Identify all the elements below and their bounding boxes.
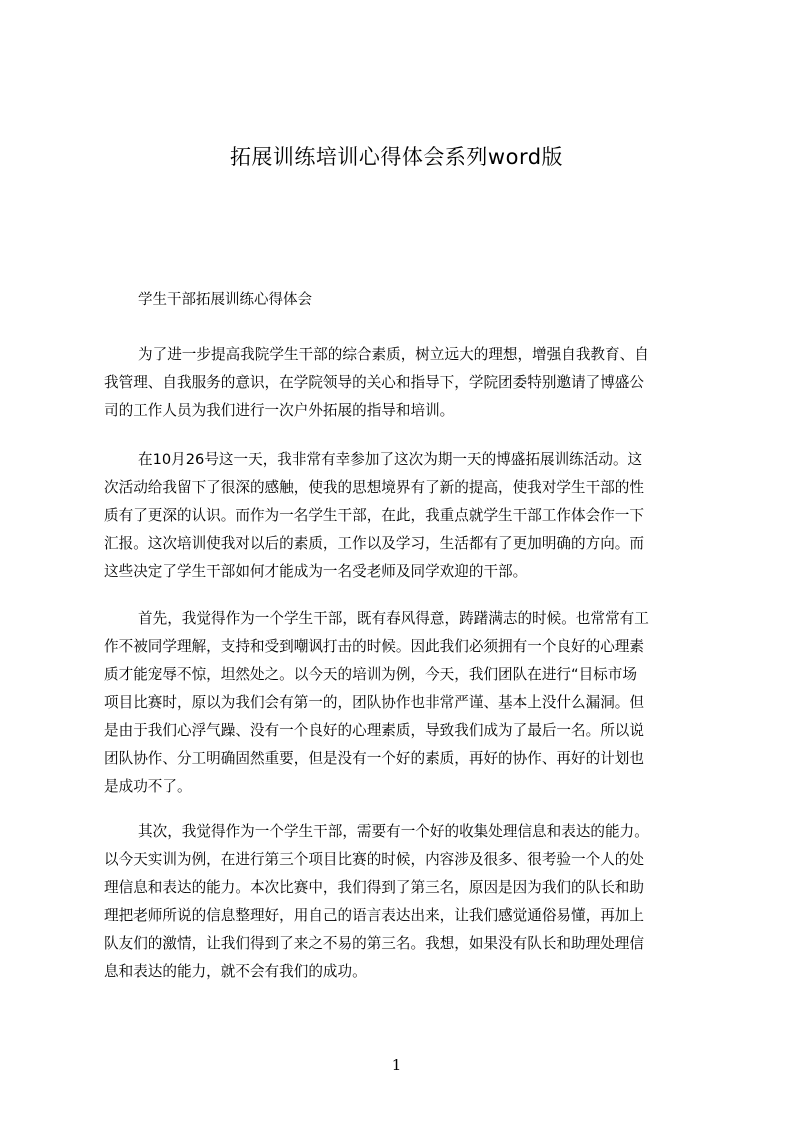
document-subtitle: 学生干部拓展训练心得体会 [138,292,312,308]
text-line: 理把老师所说的信息整理好，用自己的语言表达出来，让我们感觉通俗易懂，再加上 [104,907,644,924]
text-line: 质有了更深的认识。而作为一名学生干部，在此，我重点就学生干部工作体会作一下 [104,507,644,524]
page-number: 1 [391,1056,402,1074]
text-line: 以今天实训为例，在进行第三个项目比赛的时候，内容涉及很多、很考验一个人的处 [104,851,644,868]
document-title: 拓展训练培训心得体会系列word版 [229,145,564,169]
text-line: 这些决定了学生干部如何才能成为一名受老师及同学欢迎的干部。 [104,563,528,580]
text-line: 在10月26号这一天，我非常有幸参加了这次为期一天的博盛拓展训练活动。这 [138,451,643,468]
text-line: 是成功不了。 [104,778,192,795]
text-line: 是由于我们心浮气躁、没有一个良好的心理素质，导致我们成为了最后一名。所以说 [104,722,644,739]
text-line: 理信息和表达的能力。本次比赛中，我们得到了第三名，原因是因为我们的队长和助 [104,879,644,896]
text-line: 作不被同学理解，支持和受到嘲讽打击的时候。因此我们必须拥有一个良好的心理素 [104,638,644,655]
text-line: 项目比赛时，原以为我们会有第一的，团队协作也非常严谨、基本上没什么漏洞。但 [104,694,644,711]
text-line: 团队协作、分工明确固然重要，但是没有一个好的素质，再好的协作、再好的计划也 [104,750,644,767]
text-line: 为了进一步提高我院学生干部的综合素质，树立远大的理想，增强自我教育、自 [138,346,649,363]
text-line: 我管理、自我服务的意识，在学院领导的关心和指导下，学院团委特别邀请了博盛公 [104,374,644,391]
text-line: 司的工作人员为我们进行一次户外拓展的指导和培训。 [104,402,455,419]
paragraph-event [104,446,700,586]
text-line: 次活动给我留下了很深的感触，使我的思想境界有了新的提高，使我对学生干部的性 [104,479,644,496]
paragraph-second-point [104,818,700,986]
text-line: 首先，我觉得作为一个学生干部，既有春风得意，踌躇满志的时候。也常常有工 [138,610,649,627]
text-line: 质才能宠辱不惊，坦然处之。以今天的培训为例，今天，我们团队在进行“目标市场 [104,666,637,683]
text-line: 息和表达的能力，就不会有我们的成功。 [104,963,367,980]
text-line: 队友们的激情，让我们得到了来之不易的第三名。我想，如果没有队长和助理处理信 [104,935,644,952]
text-line: 其次，我觉得作为一个学生干部，需要有一个好的收集处理信息和表达的能力。 [138,823,649,840]
paragraph-first-point [104,605,700,801]
text-line: 汇报。这次培训使我对以后的素质，工作以及学习，生活都有了更加明确的方向。而 [104,535,644,552]
paragraph-intro [104,341,700,425]
